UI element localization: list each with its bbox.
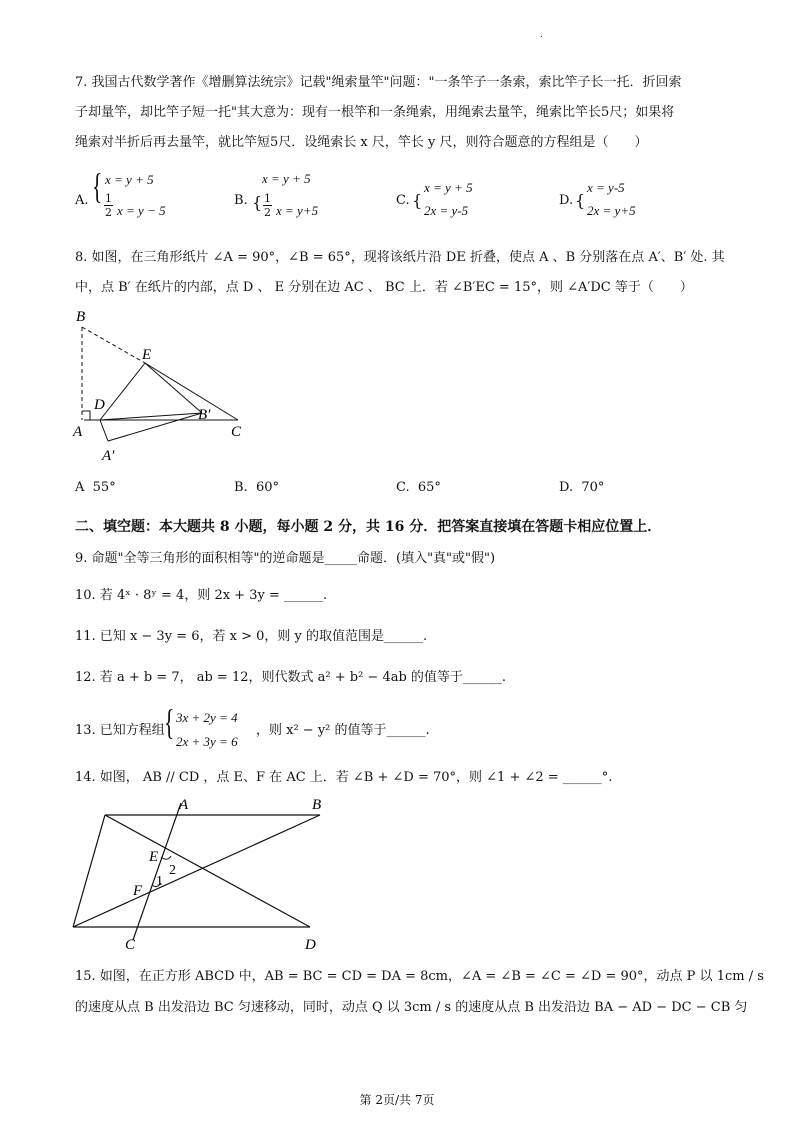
q7-option-a-eq2: x = y − 5 bbox=[117, 203, 166, 218]
q8-label-c: C bbox=[231, 424, 242, 440]
q7-option-d-eq1: x = y-5 bbox=[587, 180, 625, 195]
q8-line1: 8. 如图，在三角形纸片 ∠A = 90°，∠B = 65°，现将该纸片沿 DE 折叠，使点 A 、B 分别落在点 A′、B′ 处. 其 bbox=[75, 250, 725, 265]
q13-suffix: ，则 x² − y² 的值等于______. bbox=[256, 723, 430, 738]
q14-text: 14. 如图， AB // CD ，点 E、F 在 AC 上．若 ∠B + ∠D = 70°，则 ∠1 + ∠2 = ______°. bbox=[75, 770, 613, 785]
q8-segment-eb-prime bbox=[145, 363, 202, 413]
q8-option-c: C. 65° bbox=[396, 480, 441, 495]
question-9: 9. 命题"全等三角形的面积相等"的逆命题是_____命题．(填入"真"或"假") bbox=[75, 551, 496, 566]
q14-label-f: F bbox=[133, 883, 143, 899]
q14-label-1: 1 bbox=[156, 874, 163, 889]
q13-prefix: 13. 已知方程组 bbox=[75, 723, 165, 738]
question-11: 11. 已知 x − 3y = 6，若 x > 0，则 y 的取值范围是______. bbox=[75, 629, 428, 644]
q14-label-a: A bbox=[179, 797, 189, 813]
q7-option-c-eq1: x = y + 5 bbox=[424, 180, 473, 195]
q14-line-b-left bbox=[73, 815, 320, 927]
section-2-title: 二、填空题：本大题共 8 小题，每小题 2 分，共 16 分．把答案直接填在答题卡相应位置上． bbox=[75, 519, 662, 535]
q8-option-d: D. 70° bbox=[559, 480, 605, 495]
q7-option-c-brace: { bbox=[412, 191, 423, 210]
q14-line-bd-cross bbox=[105, 815, 310, 927]
q13-eq1: 3x + 2y = 4 bbox=[176, 710, 238, 725]
q7-option-c-label: C. bbox=[396, 193, 410, 208]
q14-label-d: D bbox=[305, 937, 316, 953]
page-footer: 第 2页/共 7页 bbox=[359, 1093, 435, 1107]
q14-label-b: B bbox=[312, 797, 322, 813]
q14-label-c: C bbox=[125, 937, 136, 953]
q8-label-a: A bbox=[73, 424, 83, 440]
q13-eq2: 2x + 3y = 6 bbox=[176, 734, 238, 749]
q8-label-b-prime: B′ bbox=[198, 407, 211, 423]
q8-option-b: B. 60° bbox=[234, 480, 279, 495]
q7-option-a-label: A. bbox=[75, 193, 89, 208]
q8-right-angle-mark bbox=[82, 411, 90, 420]
q14-label-2: 2 bbox=[169, 863, 176, 878]
q8-label-a-prime: A′ bbox=[102, 448, 115, 464]
q7-option-c-eq2: 2x = y-5 bbox=[424, 203, 469, 218]
q7-option-a-brace: { bbox=[92, 166, 103, 206]
q8-segment-da-prime bbox=[100, 420, 108, 441]
q8-segment-ed bbox=[100, 363, 145, 420]
q14-line-left bbox=[73, 815, 105, 927]
q8-segment-a-prime-b-prime bbox=[108, 413, 202, 441]
q13-brace: { bbox=[164, 702, 175, 742]
q7-line1: 7. 我国古代数学著作《增删算法统宗》记载"绳索量竿"问题："一条竿子一条索，索比竿子长一托．折回索 bbox=[75, 75, 682, 90]
q8-label-e: E bbox=[142, 347, 152, 363]
q7-option-b-fraction: 1 2 bbox=[264, 192, 271, 219]
q8-segment-ec bbox=[145, 363, 238, 420]
q8-option-a: A 55° bbox=[75, 480, 116, 495]
q8-segment-be bbox=[82, 327, 145, 363]
q8-line2: 中，点 B′ 在纸片的内部，点 D 、 E 分别在边 AC 、 BC 上．若 ∠B′EC = 15°，则 ∠A′DC 等于（ ） bbox=[75, 280, 693, 295]
q7-line3: 绳索对半折后再去量竿，就比竿短5尺．设绳索长 x 尺，竿长 y 尺，则符合题意的方程组是（ ） bbox=[75, 135, 648, 150]
q7-option-a-eq1: x = y + 5 bbox=[105, 172, 154, 187]
header-mark: . bbox=[540, 30, 543, 40]
q8-label-b: B bbox=[76, 309, 86, 325]
q7-option-a-fraction: 1 2 bbox=[105, 192, 112, 219]
q15-line1: 15. 如图，在正方形 ABCD 中，AB = BC = CD = DA = 8cm，∠A = ∠B = ∠C = ∠D = 90°，动点 P 以 1cm / s bbox=[75, 969, 764, 984]
q7-option-b-brace: { bbox=[252, 193, 263, 212]
q14-label-e: E bbox=[149, 849, 159, 865]
q7-line2: 子却量竿，却比竿子短一托"其大意为：现有一根竿和一条绳索，用绳索去量竿，绳索比竿长5尺；如果将 bbox=[75, 105, 675, 120]
q7-option-d-eq2: 2x = y+5 bbox=[587, 203, 636, 218]
q8-segment-d-b-prime bbox=[100, 413, 202, 420]
q7-option-d-brace: { bbox=[575, 191, 586, 210]
q7-option-b-eq2: x = y+5 bbox=[276, 203, 319, 218]
q8-label-d: D bbox=[94, 397, 105, 413]
q7-option-d-label: D. bbox=[559, 193, 574, 208]
q15-line2: 的速度从点 B 出发沿边 BC 匀速移动，同时，动点 Q 以 3cm / s 的速度从点 B 出发沿边 BA − AD − DC − CB 匀 bbox=[75, 1000, 748, 1015]
question-12: 12. 若 a + b = 7， ab = 12，则代数式 a² + b² − 4ab 的值等于______. bbox=[75, 670, 507, 685]
q8-triangle-figure bbox=[70, 305, 250, 465]
q7-option-b-label: B. bbox=[234, 193, 248, 208]
q7-option-b-eq1: x = y + 5 bbox=[262, 171, 311, 186]
question-10: 10. 若 4ˣ · 8ʸ = 4，则 2x + 3y = ______. bbox=[75, 588, 328, 603]
q14-figure bbox=[65, 795, 335, 955]
